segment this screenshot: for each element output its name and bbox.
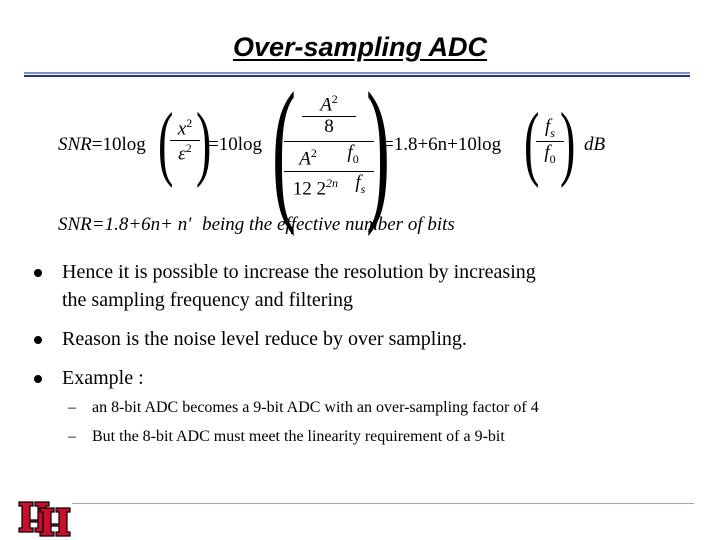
eq-10log-1: 10log: [102, 134, 146, 155]
paren-right-3: ): [560, 96, 576, 189]
paren-right-2: ): [366, 59, 390, 237]
big-fraction: $A^2$ 8 $A^2$ $f_0$ 12 $2^{2n}$ $f_s$: [284, 88, 374, 200]
bullet-dot: [34, 269, 42, 277]
uh-logo-icon: [16, 498, 74, 538]
eq-lhs: SNR: [58, 134, 92, 155]
fraction-x-eps: $\frac{x^2}{\varepsilon^2}$: [170, 116, 200, 166]
slide-title: Over-sampling ADC: [232, 32, 488, 62]
eq-equals: =: [91, 134, 103, 155]
sub-bullet-text: an 8-bit ADC becomes a 9-bit ADC with an over-sampling factor of 4: [92, 399, 539, 416]
eq-unit: dB: [584, 134, 606, 155]
sub-bullet-dash: –: [68, 428, 76, 445]
sub-bullet-dash: –: [68, 399, 76, 416]
enob-tail: being the effective number of bits: [202, 214, 455, 235]
paren-left-2: (: [272, 59, 296, 237]
title-rule: [24, 72, 690, 78]
bullet-text: Reason is the noise level reduce by over sampling.: [62, 328, 467, 350]
bullet-dot: [34, 375, 42, 383]
enob-equation: [58, 214, 455, 236]
bullet-text: Example :: [62, 367, 144, 389]
sub-bullet-text: But the 8-bit ADC must meet the linearity requirement of a 9-bit: [92, 428, 505, 445]
paren-right-1: ): [196, 96, 212, 189]
bullet-dot: [34, 336, 42, 344]
eq-result: =1.8+6n+10log: [383, 134, 502, 155]
footer-rule: [72, 503, 694, 504]
paren-left-3: (: [524, 96, 540, 189]
bullet-text: Hence it is possible to increase the resolution by increasing: [62, 261, 536, 283]
eq-10log-2: =10log: [208, 134, 262, 155]
paren-left-1: (: [158, 96, 174, 189]
enob-main: SNR=1.8+6n+ n': [58, 214, 192, 235]
fraction-fs-f0: $\frac{f_s}{f_0}$: [536, 116, 564, 167]
bullet-text-cont: the sampling frequency and filtering: [62, 289, 354, 311]
